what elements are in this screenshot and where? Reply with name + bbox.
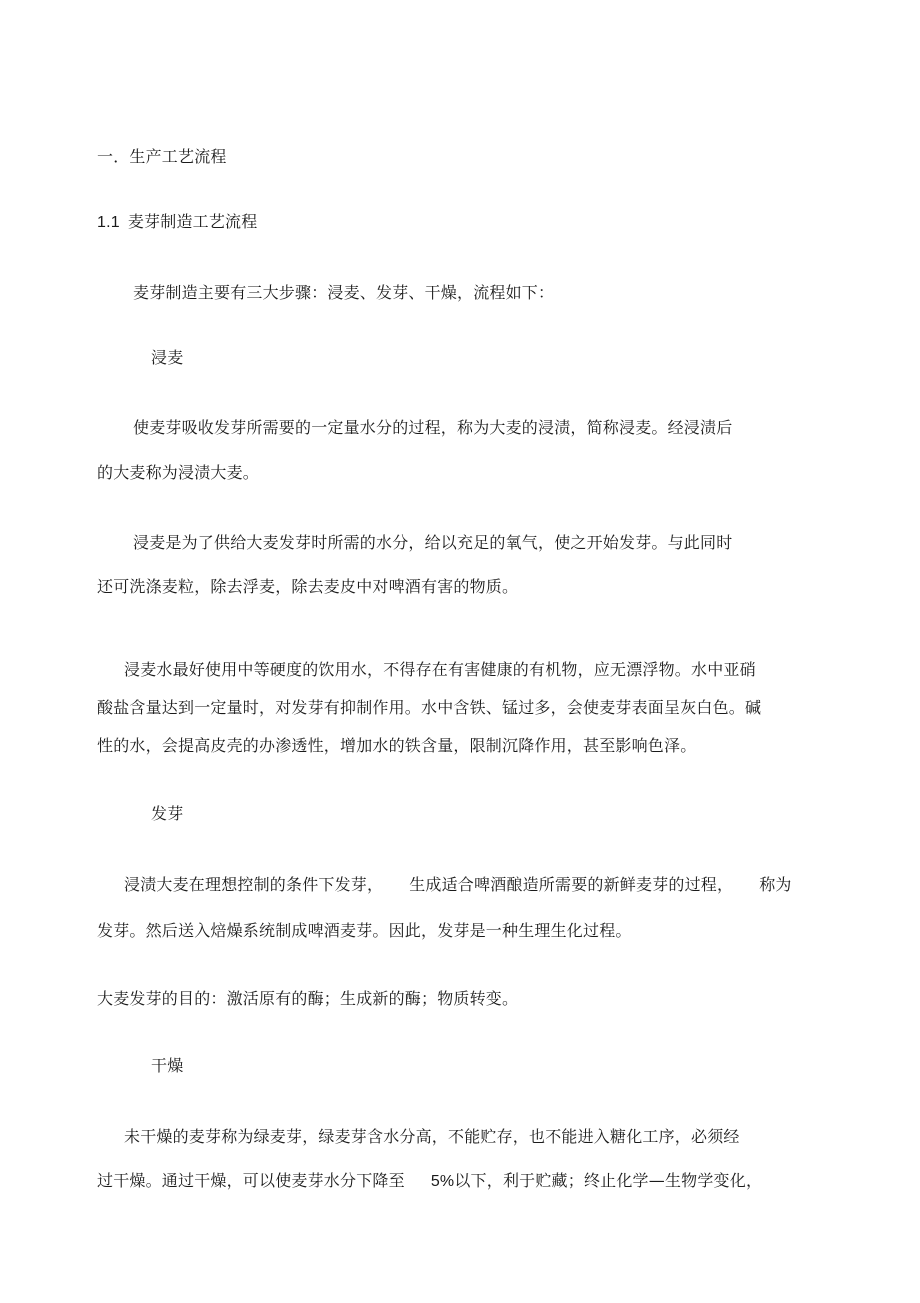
drying-p1-line1: 未干燥的麦芽称为绿麦芽，绿麦芽含水分高，不能贮存，也不能进入糖化工序，必须经 <box>124 1127 740 1146</box>
subsection-number: 1.1 <box>97 214 120 231</box>
germination-heading: 发芽 <box>151 804 184 823</box>
drying-p1-part-c: 以下，利于贮藏；终止化学—生物学变化， <box>454 1171 763 1190</box>
steeping-p3-line1: 浸麦水最好使用中等硬度的饮用水，不得存在有害健康的有机物，应无漂浮物。水中亚硝 <box>124 660 756 679</box>
steeping-p1-line1: 使麦芽吸收发芽所需要的一定量水分的过程，称为大麦的浸渍，简称浸麦。经浸渍后 <box>133 418 733 437</box>
steeping-p2-line2: 还可洗涤麦粒，除去浮麦，除去麦皮中对啤酒有害的物质。 <box>97 577 519 596</box>
drying-moisture-value: 5% <box>430 1173 455 1190</box>
drying-p1-part-a: 过干燥。通过干燥，可以使麦芽水分下降至 <box>97 1171 405 1190</box>
steeping-p3-line3: 性的水，会提高皮壳的办渗透性，增加水的铁含量，限制沉降作用，甚至影响色泽。 <box>97 736 697 755</box>
steeping-heading: 浸麦 <box>151 348 184 367</box>
germination-p1-part-c: 称为 <box>759 875 792 894</box>
germination-p2: 大麦发芽的目的：激活原有的酶；生成新的酶；物质转变。 <box>97 989 519 1008</box>
germination-p1-part-b: 生成适合啤酒酿造所需要的新鲜麦芽的过程， <box>409 875 734 894</box>
subsection-title: 麦芽制造工艺流程 <box>127 212 258 231</box>
steeping-p3-line2: 酸盐含量达到一定量时，对发芽有抑制作用。水中含铁、锰过多，会使麦芽表面呈灰白色。碱 <box>97 698 762 717</box>
germination-p1-line2: 发芽。然后送入焙燥系统制成啤酒麦芽。因此，发芽是一种生理生化过程。 <box>97 921 632 940</box>
germination-p1-part-a: 浸渍大麦在理想控制的条件下发芽， <box>124 875 384 894</box>
section-title: 一．生产工艺流程 <box>97 147 227 166</box>
subsection-heading <box>97 212 257 233</box>
steeping-p1-line2: 的大麦称为浸渍大麦。 <box>97 463 260 482</box>
germination-p1-line1 <box>124 875 792 895</box>
drying-heading: 干燥 <box>151 1056 184 1075</box>
steeping-p2-line1: 浸麦是为了供给大麦发芽时所需的水分，给以充足的氧气，使之开始发芽。与此同时 <box>133 533 733 552</box>
intro-paragraph: 麦芽制造主要有三大步骤：浸麦、发芽、干燥，流程如下： <box>133 283 555 302</box>
drying-p1-line2 <box>97 1171 762 1192</box>
